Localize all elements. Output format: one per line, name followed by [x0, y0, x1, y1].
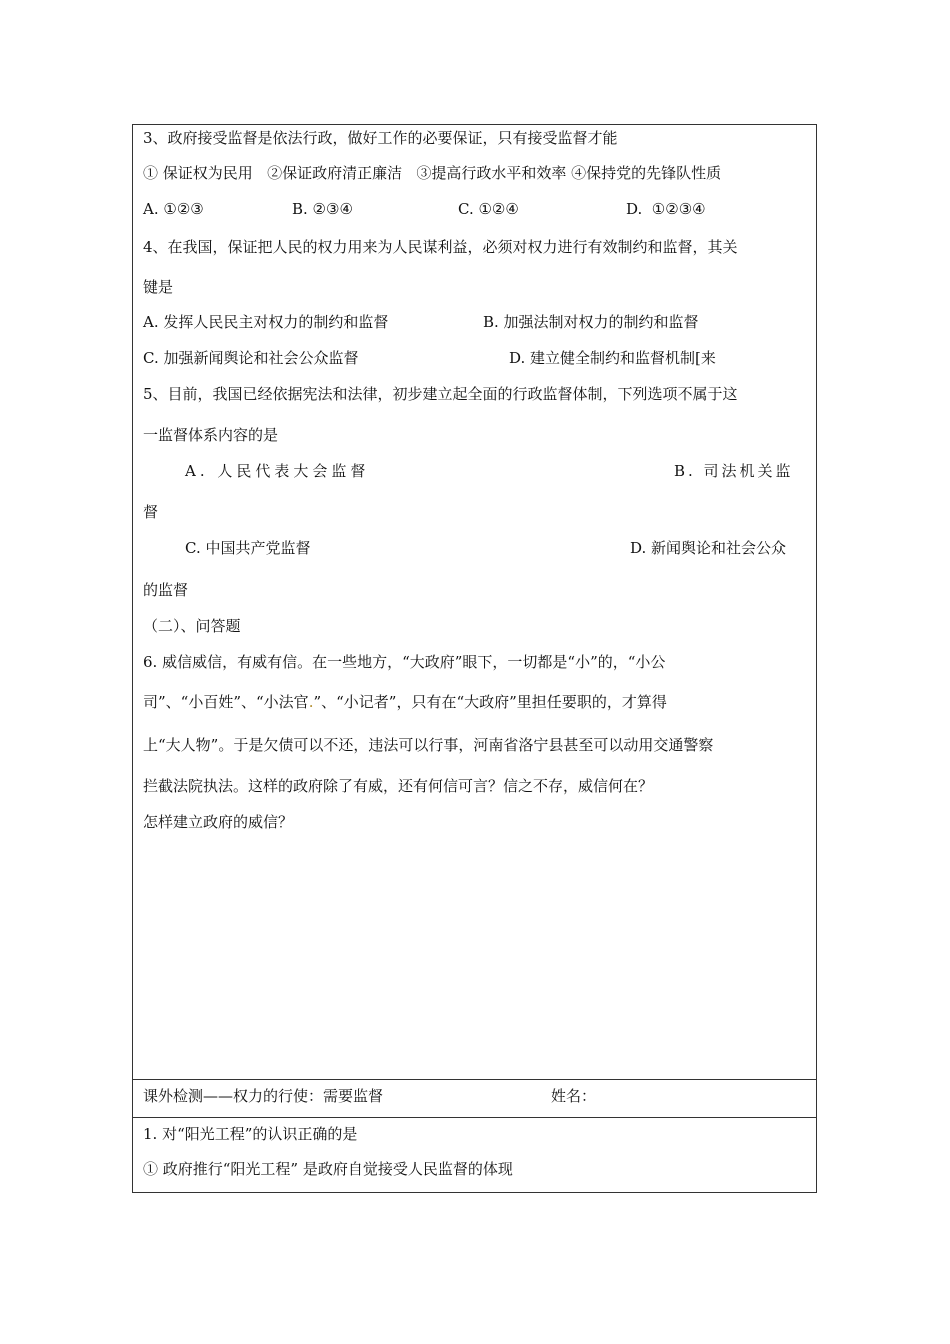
q5-option-d-cont: 的监督	[143, 581, 189, 599]
q6-line2-a: 司”、“小百姓”、“小法官	[143, 693, 309, 711]
q3-stem: 3、政府接受监督是依法行政，做好工作的必要保证，只有接受监督才能	[143, 129, 618, 147]
q4-option-a: A. 发挥人民民主对权力的制约和监督	[143, 313, 389, 331]
divider-top	[132, 1079, 817, 1080]
q3-option-b: B. ②③④	[292, 200, 353, 218]
after-class-q1-stem: 1. 对“阳光工程”的认识正确的是	[143, 1125, 358, 1143]
section-title: （二）、问答题	[143, 617, 241, 635]
q5-option-c: C. 中国共产党监督	[185, 539, 311, 557]
q6-line1: 6. 威信威信，有威有信。在一些地方，“大政府”眼下，一切都是“小”的，“小公	[143, 653, 666, 671]
q6-line2-mark: .	[308, 693, 314, 711]
q6-question: 怎样建立政府的威信？	[143, 813, 294, 831]
q3-option-a: A. ①②③	[143, 200, 204, 218]
after-class-q1-item1: ① 政府推行“阳光工程” 是政府自觉接受人民监督的体现	[143, 1160, 513, 1178]
q6-line2	[143, 692, 667, 712]
q6-line4: 拦截法院执法。这样的政府除了有威，还有何信可言？信之不存，威信何在？	[143, 777, 654, 795]
q5-stem-line2: 一监督体系内容的是	[143, 426, 279, 444]
q5-option-a: A. 人民代表大会监督	[185, 462, 370, 480]
q4-option-d: D. 建立健全制约和监督机制[来	[509, 349, 716, 367]
q5-option-d: D. 新闻舆论和社会公众	[630, 539, 787, 557]
name-label: 姓名：	[551, 1087, 597, 1105]
q5-stem-line1: 5、目前，我国已经依据宪法和法律，初步建立起全面的行政监督体制，下列选项不属于这	[143, 385, 738, 403]
q5-option-b-cont: 督	[143, 503, 159, 521]
q6-line3: 上“大人物”。于是欠债可以不还，违法可以行事，河南省洛宁县甚至可以动用交通警察	[143, 736, 714, 754]
q5-option-b: B. 司法机关监	[674, 462, 794, 480]
q4-stem-line2: 键是	[143, 278, 174, 296]
after-class-title: 课外检测——权力的行使：需要监督	[143, 1087, 384, 1105]
q4-option-b: B. 加强法制对权力的制约和监督	[483, 313, 699, 331]
q3-items: ① 保证权为民用 ②保证政府清正廉洁 ③提高行政水平和效率 ④保持党的先锋队性质	[143, 164, 722, 182]
divider-bottom	[132, 1117, 817, 1118]
q6-line2-b: ”、“小记者”，只有在“大政府”里担任要职的，才算得	[313, 693, 667, 711]
q4-option-c: C. 加强新闻舆论和社会公众监督	[143, 349, 359, 367]
q3-option-d: D. ①②③④	[626, 200, 706, 218]
q4-stem-line1: 4、在我国，保证把人民的权力用来为人民谋利益，必须对权力进行有效制约和监督，其关	[143, 238, 738, 256]
q3-option-c: C. ①②④	[458, 200, 519, 218]
